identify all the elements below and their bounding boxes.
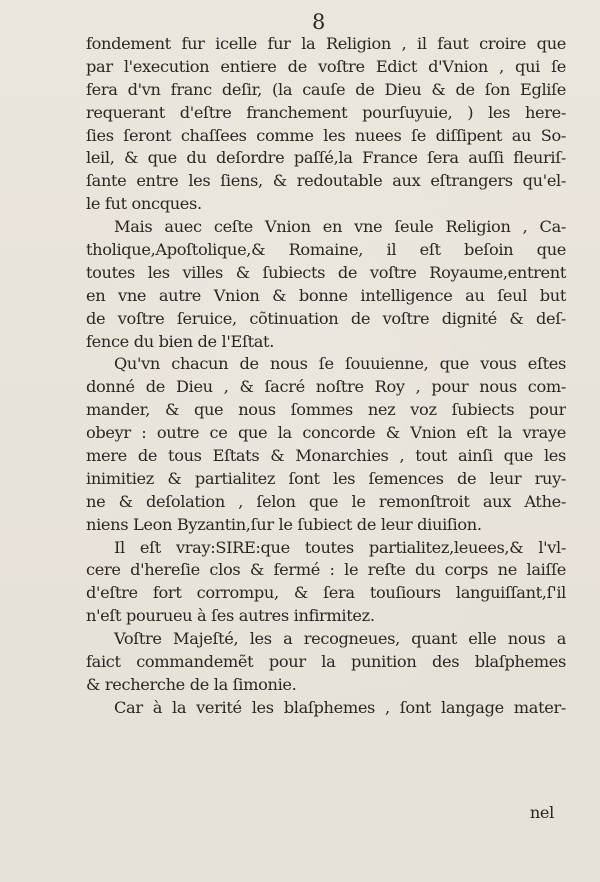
text-line: fence du bien de l'Eſtat. — [86, 331, 274, 351]
text-line: ne & deſolation , ſelon que le remonſtroit aux Athe- — [86, 491, 566, 511]
text-line: niens Leon Byzantin,ſur le ſubiect de leur diuiſion. — [86, 514, 482, 534]
text-line: mere de tous Eſtats & Monarchies , tout ainſi que les — [86, 446, 566, 466]
text-line: Mais auec ceſte Vnion en vne ſeule Religion , Ca- — [114, 217, 566, 237]
text-line: faict commandemẽt pour la punition des blaſphemes — [86, 652, 566, 672]
text-line: Qu'vn chacun de nous ſe ſouuienne, que vous eſtes — [114, 354, 566, 374]
text-line: le fut oncques. — [86, 194, 202, 214]
text-line: par l'execution entiere de voſtre Edict d'Vnion , qui ſe — [86, 56, 566, 76]
text-line: d'eſtre fort corrompu, & ſera touſiours languiſſant,ſ'il — [86, 583, 566, 603]
text-line: leil, & que du deſordre paſſé,la France ſera auſſi fleuriſ- — [86, 148, 566, 168]
text-line: toutes les villes & ſubiects de voſtre Royaume,entrent — [86, 262, 566, 282]
text-line: inimitiez & partialitez ſont les ſemences de leur ruy- — [86, 468, 566, 488]
text-line: fera d'vn franc deſir, (la cauſe de Dieu & de ſon Egliſe — [86, 79, 566, 99]
text-line: ſante entre les ſiens, & redoutable aux eſtrangers qu'el- — [86, 171, 566, 191]
text-line: fondement fur icelle fur la Religion , il faut croire que — [86, 34, 566, 53]
text-line: Il eſt vray:SIRE:que toutes partialitez,leuees,& l'vl- — [114, 537, 566, 557]
text-line: obeyr : outre ce que la concorde & Vnion eſt la vraye — [86, 423, 566, 443]
text-line: ſies ſeront chaſſees comme les nuees ſe diſſipent au So- — [86, 125, 566, 145]
text-line: & recherche de la ſimonie. — [86, 674, 297, 694]
text-line: tholique,Apoſtolique,& Romaine, il eſt beſoin que — [86, 240, 566, 260]
text-line: donné de Dieu , & ſacré noſtre Roy , pour nous com- — [86, 377, 566, 397]
text-line: en vne autre Vnion & bonne intelligence au ſeul but — [86, 285, 566, 305]
text-line: Voſtre Majeſté, les a recogneues, quant elle nous a — [114, 629, 566, 649]
body-text — [86, 33, 566, 720]
text-line: mander, & que nous ſommes nez voz ſubiects pour — [86, 400, 566, 420]
text-line: de voſtre ſeruice, cõtinuation de voſtre dignité & deſ- — [86, 308, 566, 328]
text-line: Car à la verité les blaſphemes , ſont langage mater- — [114, 697, 566, 717]
catchword: nel — [529, 803, 554, 822]
text-line: requerant d'eſtre franchement pourſuyuie, ) les here- — [86, 102, 566, 122]
page-number: 8 — [312, 10, 326, 34]
text-line: n'eſt pourueu à ſes autres infirmitez. — [86, 606, 375, 626]
text-line: cere d'hereſie clos & fermé : le reſte du corps ne laiſſe — [86, 560, 566, 580]
